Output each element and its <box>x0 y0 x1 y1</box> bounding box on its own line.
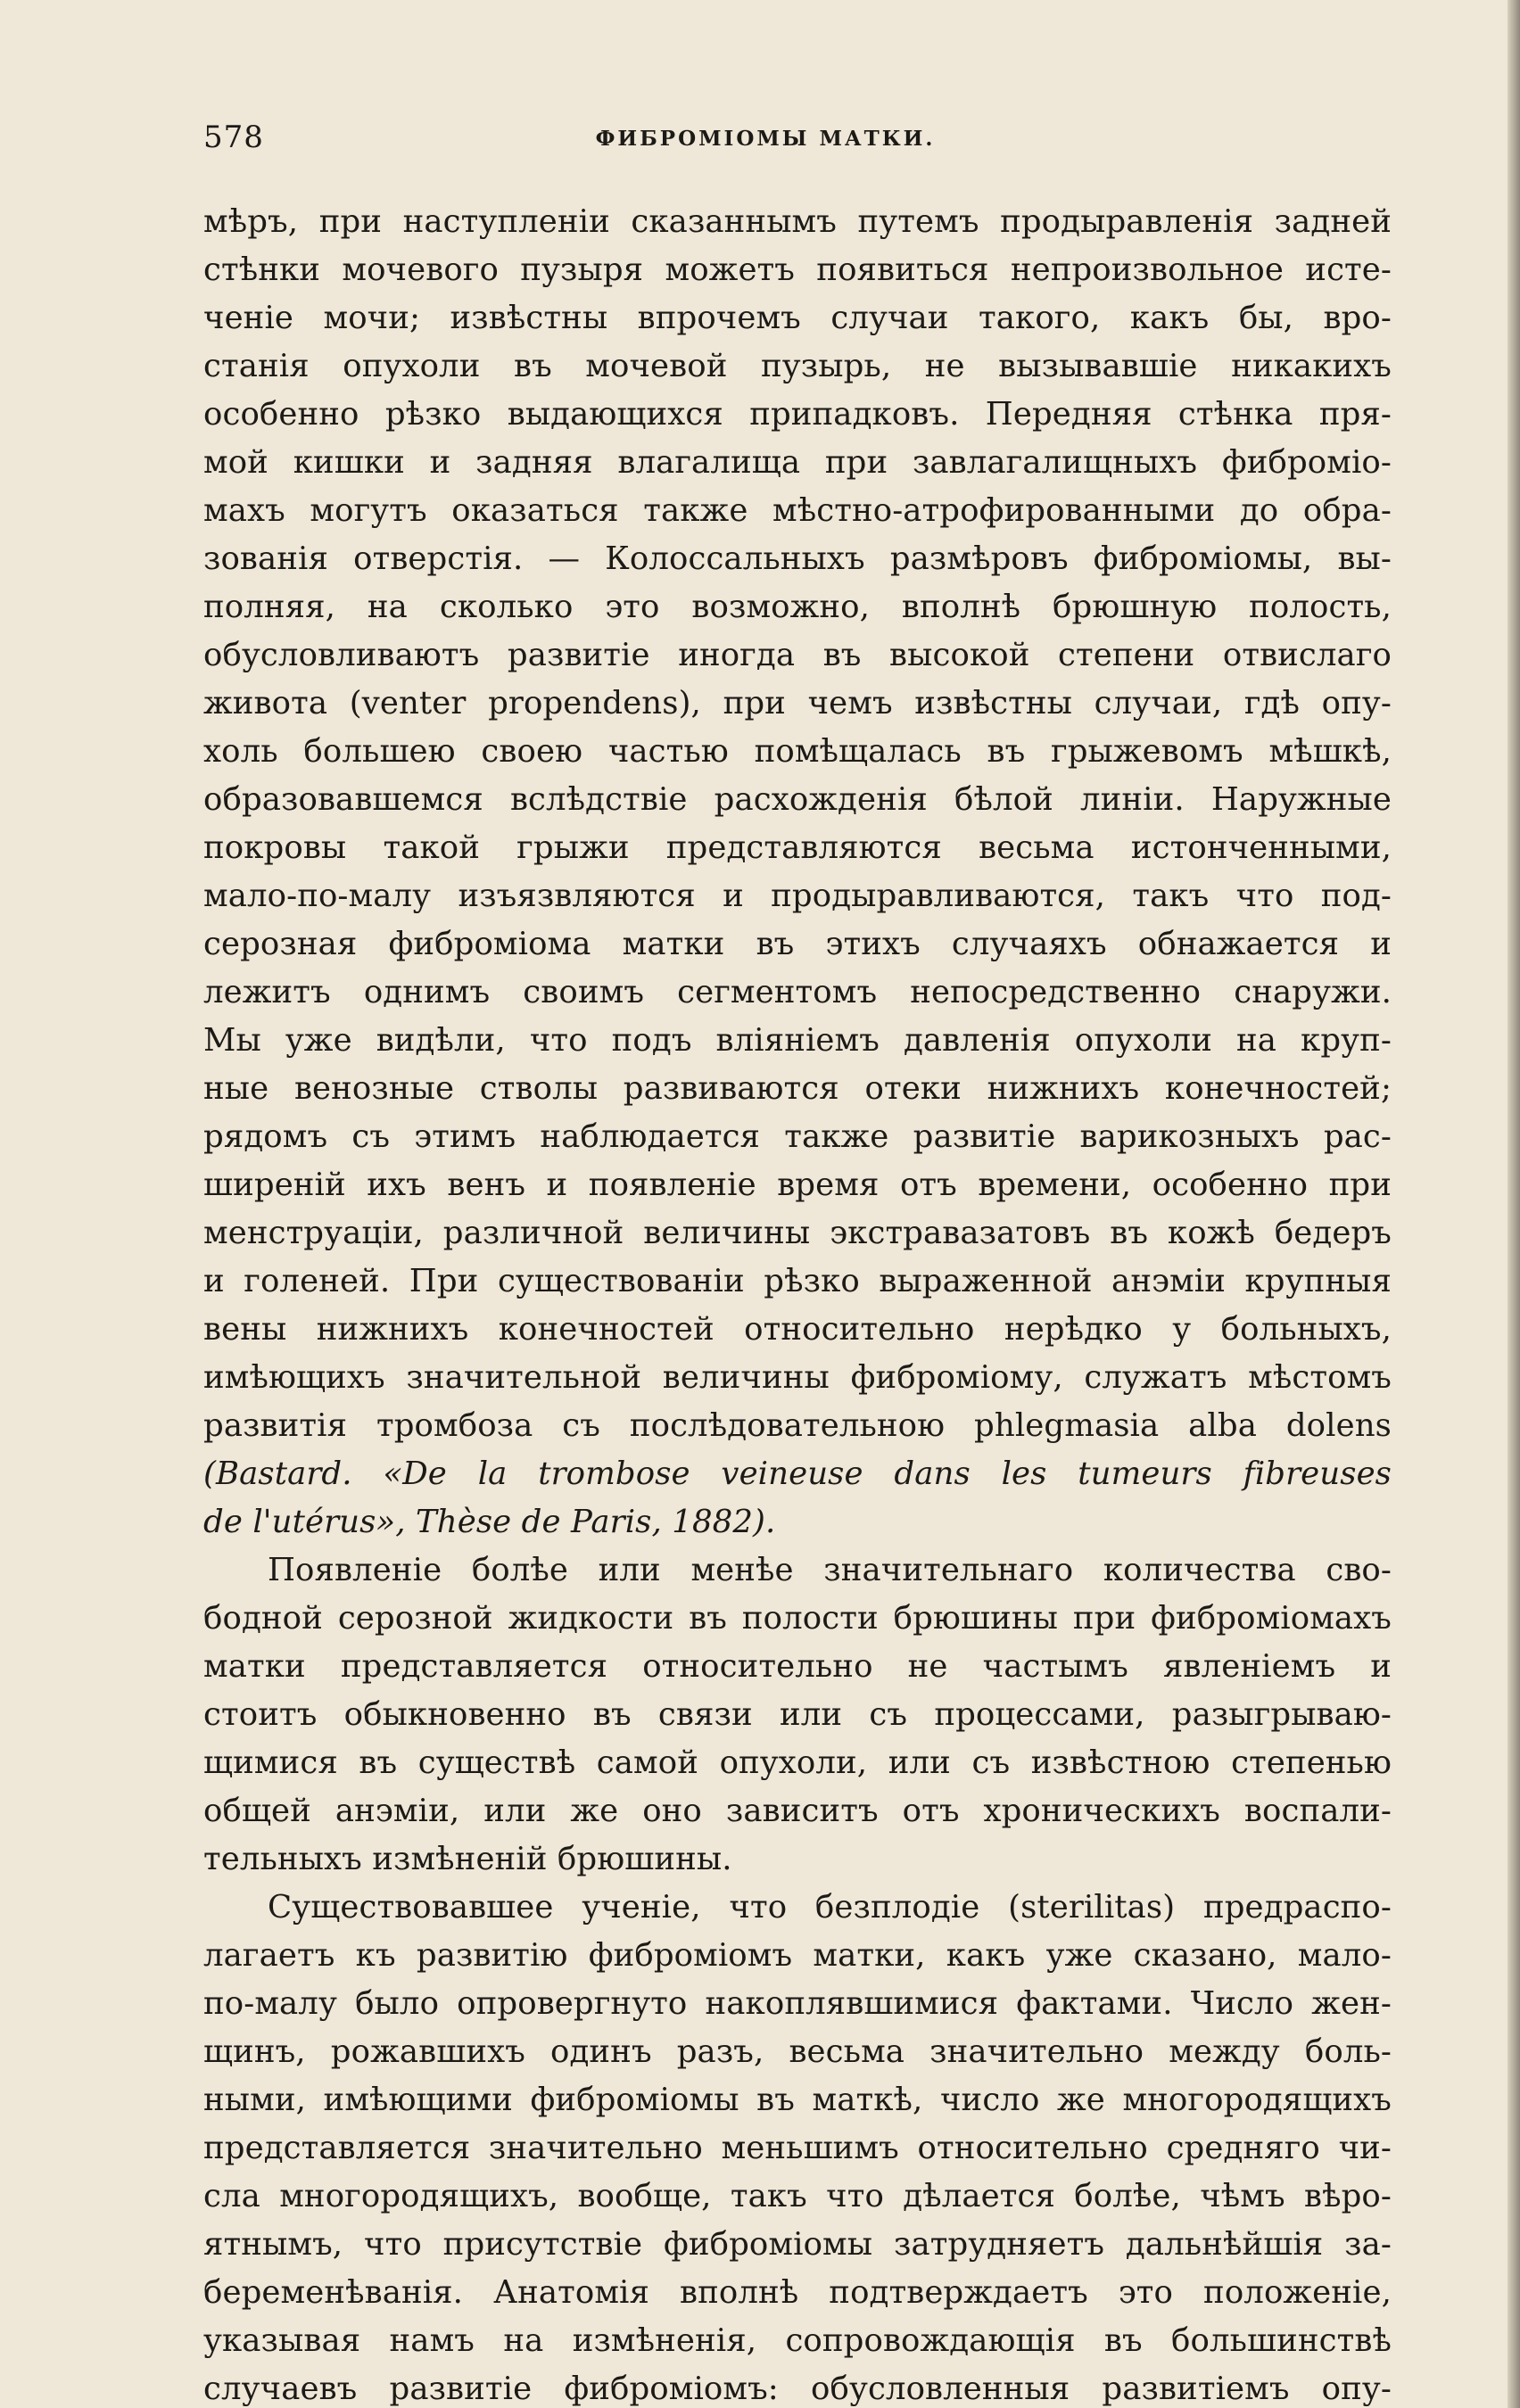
text-line: ными, имѣющими фиброміомы въ маткѣ, число же многородящихъ <box>203 2082 1392 2118</box>
page-number: 578 <box>203 120 264 155</box>
text-line: серозная фиброміома матки въ этихъ случаяхъ обнажается и <box>203 926 1392 962</box>
text-line: de l'utérus», Thèse de Paris, 1882). <box>203 1504 776 1540</box>
text-line: ширеній ихъ венъ и появленіе время отъ времени, особенно при <box>203 1167 1392 1203</box>
text-line: мѣръ, при наступленіи сказаннымъ путемъ продыравленія задней <box>203 203 1392 240</box>
text-line: ятнымъ, что присутствіе фиброміомы затрудняетъ дальнѣйшія за- <box>203 2226 1392 2263</box>
body-text <box>203 198 1392 2408</box>
text-line: развитія тромбоза съ послѣдовательною phlegmasia alba dolens <box>203 1407 1392 1444</box>
text-line: лежитъ однимъ своимъ сегментомъ непосредственно снаружи. <box>203 974 1392 1010</box>
text-line: Существовавшее ученіе, что безплодіе (sterilitas) предраспо- <box>268 1889 1392 1926</box>
page-edge <box>1508 0 1520 2408</box>
text-line: (Bastard. «De la trombose veineuse dans les tumeurs fibreuses <box>203 1456 1392 1492</box>
text-line: беременѣванія. Анатомія вполнѣ подтверждаетъ это положеніе, <box>203 2274 1392 2311</box>
text-line: представляется значительно меньшимъ относительно средняго чи- <box>203 2130 1392 2166</box>
text-line: холь большею своею частью помѣщалась въ грыжевомъ мѣшкѣ, <box>203 733 1392 770</box>
text-line: стѣнки мочевого пузыря можетъ появиться непроизвольное исте- <box>203 252 1392 288</box>
text-line: станія опухоли въ мочевой пузырь, не вызывавшіе никакихъ <box>203 348 1392 384</box>
text-line: щимися въ существѣ самой опухоли, или съ извѣстною степенью <box>203 1744 1392 1781</box>
text-line: лагаетъ къ развитію фиброміомъ матки, какъ уже сказано, мало- <box>203 1937 1392 1974</box>
text-line: махъ могутъ оказаться также мѣстно-атрофированными до обра- <box>203 492 1392 529</box>
text-line: ченіе мочи; извѣстны впрочемъ случаи такого, какъ бы, вро- <box>203 300 1392 336</box>
text-line: мой кишки и задняя влагалища при завлагалищныхъ фиброміо- <box>203 444 1392 481</box>
text-line: имѣющихъ значительной величины фиброміому, служатъ мѣстомъ <box>203 1359 1392 1396</box>
text-line: мало-по-малу изъязвляются и продыравливаются, такъ что под- <box>203 878 1392 914</box>
text-line: полняя, на сколько это возможно, вполнѣ брюшную полость, <box>203 589 1392 625</box>
text-line: и голеней. При существованіи рѣзко выраженной анэміи крупныя <box>203 1263 1392 1299</box>
text-line: матки представляется относительно не частымъ явленіемъ и <box>203 1648 1392 1685</box>
text-line: тельныхъ измѣненій брюшины. <box>203 1841 732 1877</box>
text-line: указывая намъ на измѣненія, сопровождающія въ большинствѣ <box>203 2322 1392 2359</box>
text-line: стоитъ обыкновенно въ связи или съ процессами, разыгрываю- <box>203 1696 1392 1733</box>
text-line: общей анэміи, или же оно зависитъ отъ хроническихъ воспали- <box>203 1793 1392 1829</box>
text-line: образовавшемся вслѣдствіе расхожденія бѣлой линіи. Наружные <box>203 781 1392 818</box>
text-line: рядомъ съ этимъ наблюдается также развитіе варикозныхъ рас- <box>203 1118 1392 1155</box>
text-line: обусловливаютъ развитіе иногда въ высокой степени отвислаго <box>203 637 1392 673</box>
running-title: ФИБРОМІОМЫ МАТКИ. <box>595 127 936 151</box>
page-header <box>203 120 1327 159</box>
text-line: живота (venter propendens), при чемъ извѣстны случаи, гдѣ опу- <box>203 685 1392 722</box>
text-line: вены нижнихъ конечностей относительно нерѣдко у больныхъ, <box>203 1311 1392 1348</box>
text-line: покровы такой грыжи представляются весьма истонченными, <box>203 829 1392 866</box>
text-line: ные венозные стволы развиваются отеки нижнихъ конечностей; <box>203 1070 1392 1107</box>
text-line: случаевъ развитіе фиброміомъ: обусловленныя развитіемъ опу- <box>203 2371 1392 2407</box>
text-line: по-малу было опровергнуто накоплявшимися фактами. Число жен- <box>203 1985 1392 2022</box>
text-line: сла многородящихъ, вообще, такъ что дѣлается болѣе, чѣмъ вѣро- <box>203 2178 1392 2214</box>
text-line: зованія отверстія. — Колоссальныхъ размѣровъ фиброміомы, вы- <box>203 540 1392 577</box>
text-line: щинъ, рожавшихъ одинъ разъ, весьма значительно между боль- <box>203 2033 1392 2070</box>
text-line: бодной серозной жидкости въ полости брюшины при фиброміомахъ <box>203 1600 1392 1637</box>
text-line: Появленіе болѣе или менѣе значительнаго количества сво- <box>268 1552 1392 1588</box>
text-line: Мы уже видѣли, что подъ вліяніемъ давленія опухоли на круп- <box>203 1022 1392 1059</box>
text-line: менструаціи, различной величины экстравазатовъ въ кожѣ бедеръ <box>203 1215 1392 1251</box>
text-line: особенно рѣзко выдающихся припадковъ. Передняя стѣнка пря- <box>203 396 1392 433</box>
